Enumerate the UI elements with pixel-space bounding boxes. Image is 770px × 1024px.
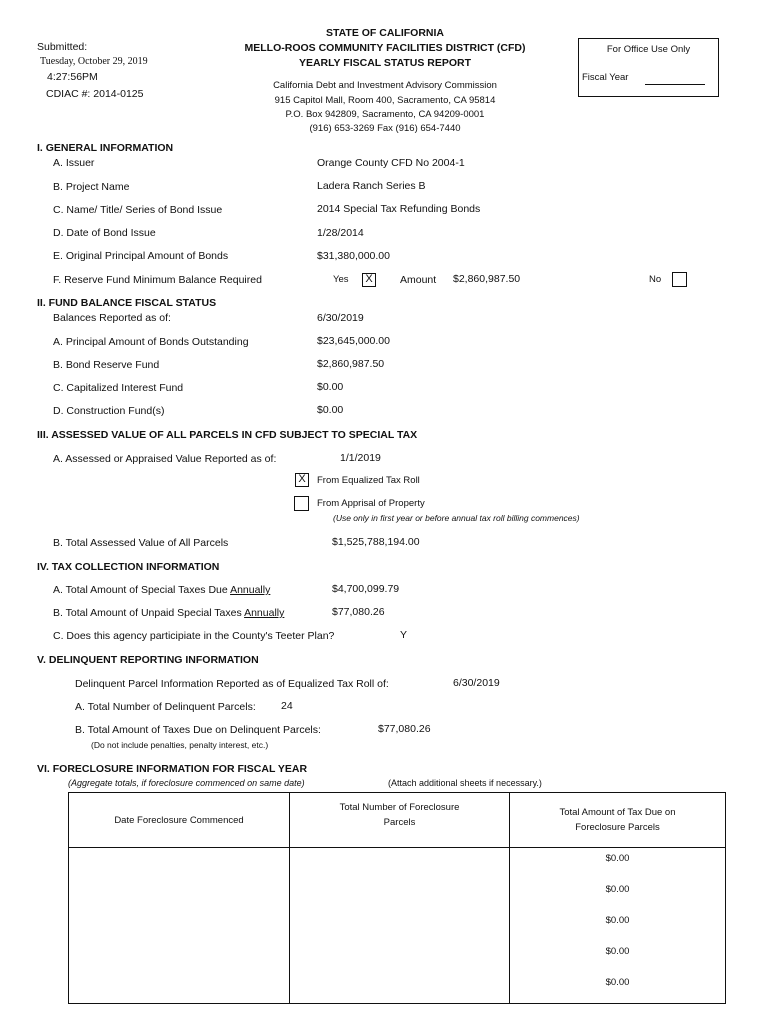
bond-series-label: C. Name/ Title/ Series of Bond Issue xyxy=(53,204,223,216)
bond-series-value: 2014 Special Tax Refunding Bonds xyxy=(317,203,481,215)
delinquent-parcels-label: A. Total Number of Delinquent Parcels: xyxy=(75,701,256,713)
appraisal-note: (Use only in first year or before annual tax roll billing commences) xyxy=(333,513,580,523)
col-number-line2: Parcels xyxy=(383,817,416,828)
col-amount-line1: Total Amount of Tax Due on xyxy=(559,807,676,818)
bond-reserve-fund-label: B. Bond Reserve Fund xyxy=(53,359,160,371)
unpaid-taxes-annually: Annually xyxy=(244,607,285,619)
reserve-amount-value: $2,860,987.50 xyxy=(453,273,521,285)
delinquent-parcels-value: 24 xyxy=(281,700,293,712)
principal-amount-label: E. Original Principal Amount of Bonds xyxy=(53,250,229,262)
section-foreclosure: VI. FORECLOSURE INFORMATION FOR FISCAL YEAR xyxy=(37,763,308,775)
unpaid-taxes-label xyxy=(53,607,284,619)
reserve-no-checkbox[interactable] xyxy=(672,272,687,287)
agency-address: 915 Capitol Mall, Room 400, Sacramento, CA 95814 xyxy=(274,95,496,106)
reserve-no-label: No xyxy=(649,274,662,285)
principal-amount-value: $31,380,000.00 xyxy=(317,250,390,262)
appraisal-label: From Apprisal of Property xyxy=(317,498,425,509)
project-name-value: Ladera Ranch Series B xyxy=(317,180,426,192)
delinquent-reported-value: 6/30/2019 xyxy=(453,677,500,689)
delinquent-taxes-value: $77,080.26 xyxy=(378,723,431,735)
office-use-box xyxy=(578,38,719,97)
foreclosure-amount-row: $0.00 xyxy=(605,977,630,988)
reserve-yes-label: Yes xyxy=(333,274,349,285)
special-taxes-due-value: $4,700,099.79 xyxy=(332,583,400,595)
bond-date-value: 1/28/2014 xyxy=(317,227,364,239)
foreclosure-count-cell[interactable] xyxy=(290,848,510,1004)
section-general-information: I. GENERAL INFORMATION xyxy=(37,142,174,154)
foreclosure-amount-row: $0.00 xyxy=(605,884,630,895)
section-delinquent-reporting: V. DELINQUENT REPORTING INFORMATION xyxy=(37,654,259,666)
col-date-foreclosure: Date Foreclosure Commenced xyxy=(69,793,290,848)
fiscal-year-field[interactable] xyxy=(645,84,705,85)
col-number-line1: Total Number of Foreclosure xyxy=(339,802,460,813)
agency-phone: (916) 653-3269 Fax (916) 654-7440 xyxy=(309,123,461,134)
foreclosure-amount-row: $0.00 xyxy=(605,946,630,957)
total-assessed-value-label: B. Total Assessed Value of All Parcels xyxy=(53,537,229,549)
issuer-value: Orange County CFD No 2004-1 xyxy=(317,157,465,169)
bond-date-label: D. Date of Bond Issue xyxy=(53,227,156,239)
special-taxes-due-label xyxy=(53,584,270,596)
issuer-label: A. Issuer xyxy=(53,157,95,169)
construction-fund-label: D. Construction Fund(s) xyxy=(53,405,165,417)
reserve-yes-checkbox[interactable]: X xyxy=(362,273,376,287)
capitalized-interest-value: $0.00 xyxy=(317,381,344,393)
teeter-plan-label: C. Does this agency participiate in the County's Teeter Plan? xyxy=(53,630,335,642)
fiscal-year-label: Fiscal Year xyxy=(582,72,629,83)
foreclosure-table xyxy=(68,792,726,1004)
form-title-state: STATE OF CALIFORNIA xyxy=(325,27,445,39)
foreclosure-attach-note: (Attach additional sheets if necessary.) xyxy=(388,778,542,788)
foreclosure-amount-cell xyxy=(510,848,726,1004)
capitalized-interest-label: C. Capitalized Interest Fund xyxy=(53,382,184,394)
equalized-tax-roll-label: From Equalized Tax Roll xyxy=(317,475,420,486)
foreclosure-amount-row: $0.00 xyxy=(605,853,630,864)
balances-reported-value: 6/30/2019 xyxy=(317,312,364,324)
project-name-label: B. Project Name xyxy=(53,181,130,193)
unpaid-taxes-value: $77,080.26 xyxy=(332,606,385,618)
teeter-plan-value: Y xyxy=(400,629,408,641)
foreclosure-date-cell[interactable] xyxy=(69,848,290,1004)
total-assessed-value: $1,525,788,194.00 xyxy=(332,536,420,548)
delinquent-reported-label: Delinquent Parcel Information Reported as of Equalized Tax Roll of: xyxy=(75,678,389,690)
bond-reserve-fund-value: $2,860,987.50 xyxy=(317,358,385,370)
reserve-amount-label: Amount xyxy=(400,274,437,286)
bonds-outstanding-value: $23,645,000.00 xyxy=(317,335,390,347)
section-fund-balance: II. FUND BALANCE FISCAL STATUS xyxy=(37,297,217,309)
agency-po-box: P.O. Box 942809, Sacramento, CA 94209-0001 xyxy=(285,109,485,120)
delinquent-taxes-note: (Do not include penalties, penalty interest, etc.) xyxy=(91,740,269,750)
appraisal-checkbox[interactable] xyxy=(294,496,309,511)
special-taxes-due-annually: Annually xyxy=(230,584,271,596)
construction-fund-value: $0.00 xyxy=(317,404,344,416)
agency-name: California Debt and Investment Advisory Commission xyxy=(273,80,497,91)
delinquent-taxes-label: B. Total Amount of Taxes Due on Delinquent Parcels: xyxy=(75,724,321,736)
office-use-label: For Office Use Only xyxy=(606,44,691,55)
submitted-date: Tuesday, October 29, 2019 xyxy=(40,56,148,67)
form-title-district: MELLO-ROOS COMMUNITY FACILITIES DISTRICT (CFD) xyxy=(244,42,526,54)
section-assessed-value: III. ASSESSED VALUE OF ALL PARCELS IN CFD SUBJECT TO SPECIAL TAX xyxy=(37,429,418,441)
col-amount-foreclosure xyxy=(510,793,726,848)
cdiac-number: CDIAC #: 2014-0125 xyxy=(46,88,144,100)
reserve-fund-label: F. Reserve Fund Minimum Balance Required xyxy=(53,274,262,286)
special-taxes-due-text: A. Total Amount of Special Taxes Due xyxy=(53,584,228,596)
balances-reported-label: Balances Reported as of: xyxy=(53,312,171,324)
unpaid-taxes-text: B. Total Amount of Unpaid Special Taxes xyxy=(53,607,242,619)
assessed-as-of-value: 1/1/2019 xyxy=(340,452,381,464)
submitted-label: Submitted: xyxy=(37,41,88,53)
form-title-report: YEARLY FISCAL STATUS REPORT xyxy=(298,57,472,69)
equalized-tax-roll-checkbox[interactable]: X xyxy=(295,473,309,487)
submitted-time: 4:27:56PM xyxy=(47,71,98,83)
bonds-outstanding-label: A. Principal Amount of Bonds Outstanding xyxy=(53,336,249,348)
col-amount-line2: Foreclosure Parcels xyxy=(575,822,660,833)
foreclosure-aggregate-note: (Aggregate totals, if foreclosure commenced on same date) xyxy=(68,778,305,788)
section-tax-collection: IV. TAX COLLECTION INFORMATION xyxy=(37,561,220,573)
assessed-as-of-label: A. Assessed or Appraised Value Reported as of: xyxy=(53,453,277,465)
foreclosure-amount-row: $0.00 xyxy=(605,915,630,926)
col-number-foreclosure xyxy=(290,793,510,848)
